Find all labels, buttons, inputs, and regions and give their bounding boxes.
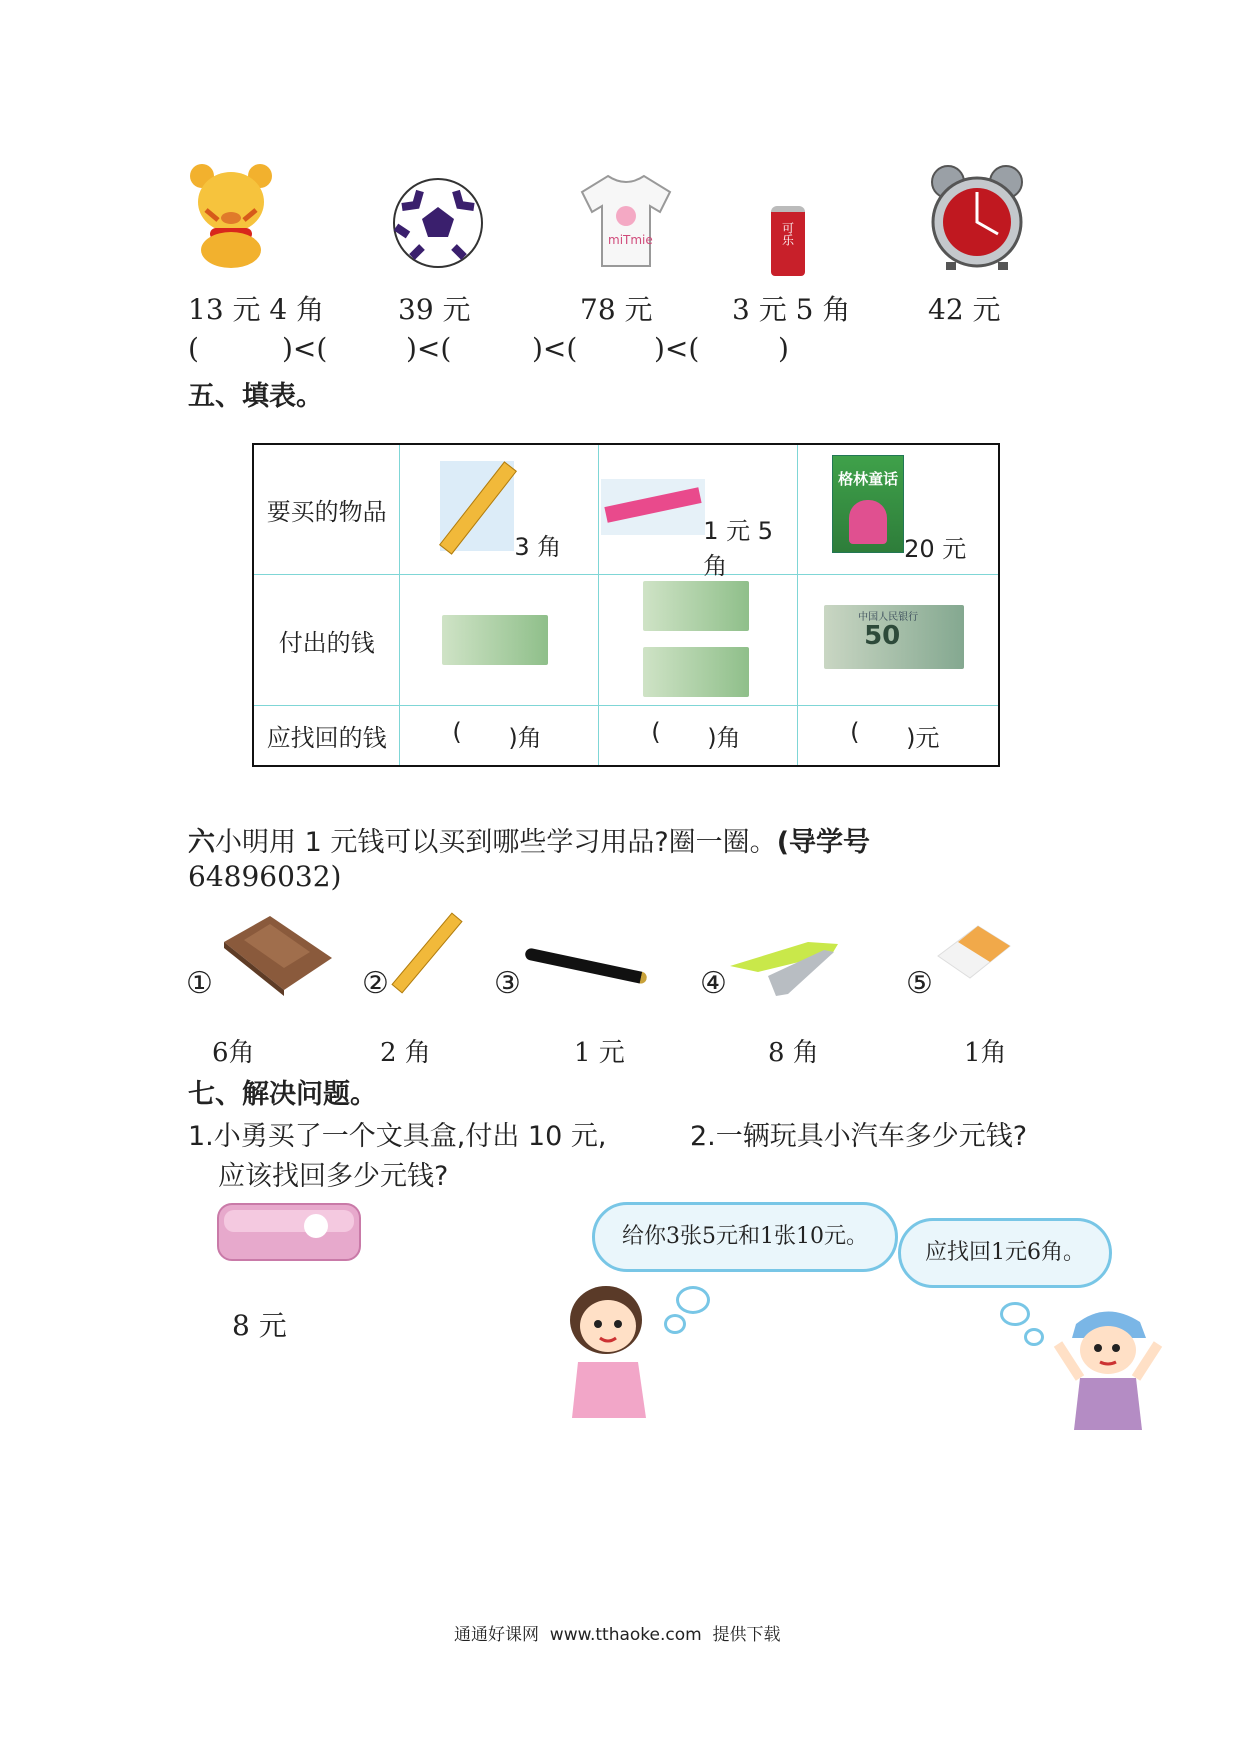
section6-ref-number: 64896032) <box>188 860 342 893</box>
change-open-2: ( <box>651 718 661 747</box>
question-2: 2.一辆玩具小汽车多少元钱? <box>690 1121 1028 1152</box>
change-close-1: )角 <box>508 724 542 753</box>
section6-number: 六 <box>188 827 215 858</box>
compare-blank-6: ) <box>778 332 789 365</box>
item-price-3: 1 元 <box>574 1038 625 1068</box>
change-close-2: )角 <box>707 724 741 753</box>
row-label-items: 要买的物品 <box>266 498 387 527</box>
cell-pencil <box>400 444 599 575</box>
pencil-case-image <box>214 1196 364 1270</box>
price-cola: 3 元 5 角 <box>732 293 851 326</box>
pen-image <box>524 947 648 985</box>
eraser-image <box>934 912 1014 992</box>
one-yuan-bill-bottom <box>643 647 749 697</box>
fairy-tale-book-image <box>832 455 904 553</box>
footer-text: 通通好课网 www.tthaoke.com 提供下载 <box>454 1625 781 1645</box>
girl-speech-bubble: 给你3张5元和1张10元。 <box>592 1202 898 1272</box>
fill-table <box>252 443 1000 767</box>
section6-title <box>188 820 870 859</box>
section6-text: 小明用 1 元钱可以买到哪些学习用品?圈一圈。 <box>215 827 777 858</box>
compare-blank-4: )<( <box>532 332 578 365</box>
thought-dot-4 <box>1024 1328 1044 1346</box>
row-label-paid: 付出的钱 <box>278 628 375 657</box>
bill-value: 50 <box>864 621 901 652</box>
change-close-3: )元 <box>906 724 940 753</box>
change-open-3: ( <box>850 718 860 747</box>
soccer-ball-image <box>392 177 484 269</box>
item-number-5: ⑤ <box>906 966 933 1001</box>
svg-text:miTmie: miTmie <box>608 233 653 247</box>
notebook-image <box>214 912 334 998</box>
price-bear: 13 元 4 角 <box>188 293 325 326</box>
item-price-5: 1角 <box>964 1038 1007 1068</box>
price-book: 20 元 <box>904 535 967 563</box>
item-number-3: ③ <box>494 966 521 1001</box>
price-tshirt: 78 元 <box>580 293 653 326</box>
change-open-1: ( <box>452 718 462 747</box>
pencil-small-image <box>391 912 462 993</box>
section5-title: 五、填表。 <box>188 381 323 412</box>
boy-character <box>1050 1304 1166 1432</box>
girl-character <box>560 1282 662 1420</box>
compare-blank-2: )<( <box>282 332 328 365</box>
item-price-1: 6角 <box>212 1038 255 1068</box>
bill-bank-name: 中国人民银行 <box>858 612 919 624</box>
thought-dot-2 <box>664 1314 686 1334</box>
item-number-1: ① <box>186 966 213 1001</box>
cell-change-2 <box>599 706 798 766</box>
question-1-line-2: 应该找回多少元钱? <box>218 1161 449 1192</box>
row-label-change: 应找回的钱 <box>266 724 387 753</box>
book-title: 格林童话 <box>838 470 899 488</box>
cell-paid-2 <box>599 575 798 706</box>
price-pencil: 3 角 <box>514 533 562 561</box>
cell-change-3 <box>798 706 999 766</box>
compare-blank-5: )<( <box>654 332 700 365</box>
price-ball: 39 元 <box>398 293 471 326</box>
section6-ref: (导学号 <box>776 827 871 858</box>
fifty-yuan-bill <box>824 605 964 669</box>
t-shirt-image <box>578 170 674 270</box>
cola-can-image <box>771 206 805 276</box>
thought-dot-3 <box>1000 1302 1030 1326</box>
cell-change-1 <box>400 706 599 766</box>
item-number-4: ④ <box>700 966 727 1001</box>
one-yuan-bill <box>442 615 548 665</box>
item-number-2: ② <box>362 966 389 1001</box>
ruler-image <box>601 479 705 535</box>
item-price-4: 8 角 <box>768 1038 819 1068</box>
cell-paid-3 <box>798 575 999 706</box>
cell-ruler <box>599 444 798 580</box>
one-yuan-bill-top <box>643 581 749 631</box>
thought-dot-1 <box>676 1286 710 1314</box>
compare-blank-1: ( <box>188 332 199 365</box>
price-ruler: 1 元 5 角 <box>703 517 774 580</box>
compare-blank-3: )<( <box>406 332 452 365</box>
cell-book <box>798 444 999 575</box>
cell-paid-1 <box>400 575 599 706</box>
pencil-image <box>440 461 514 551</box>
boy-speech-bubble: 应找回1元6角。 <box>898 1218 1112 1288</box>
utility-knife-image <box>728 932 844 1002</box>
price-clock: 42 元 <box>928 293 1001 326</box>
pencil-case-price: 8 元 <box>232 1309 287 1342</box>
cola-can-label: 可乐 <box>780 222 795 246</box>
teddy-bear-image <box>188 160 274 270</box>
alarm-clock-image <box>926 162 1028 272</box>
item-price-2: 2 角 <box>380 1038 431 1068</box>
section7-title: 七、解决问题。 <box>188 1079 377 1110</box>
question-1-line-1: 1.小勇买了一个文具盒,付出 10 元, <box>188 1121 607 1152</box>
